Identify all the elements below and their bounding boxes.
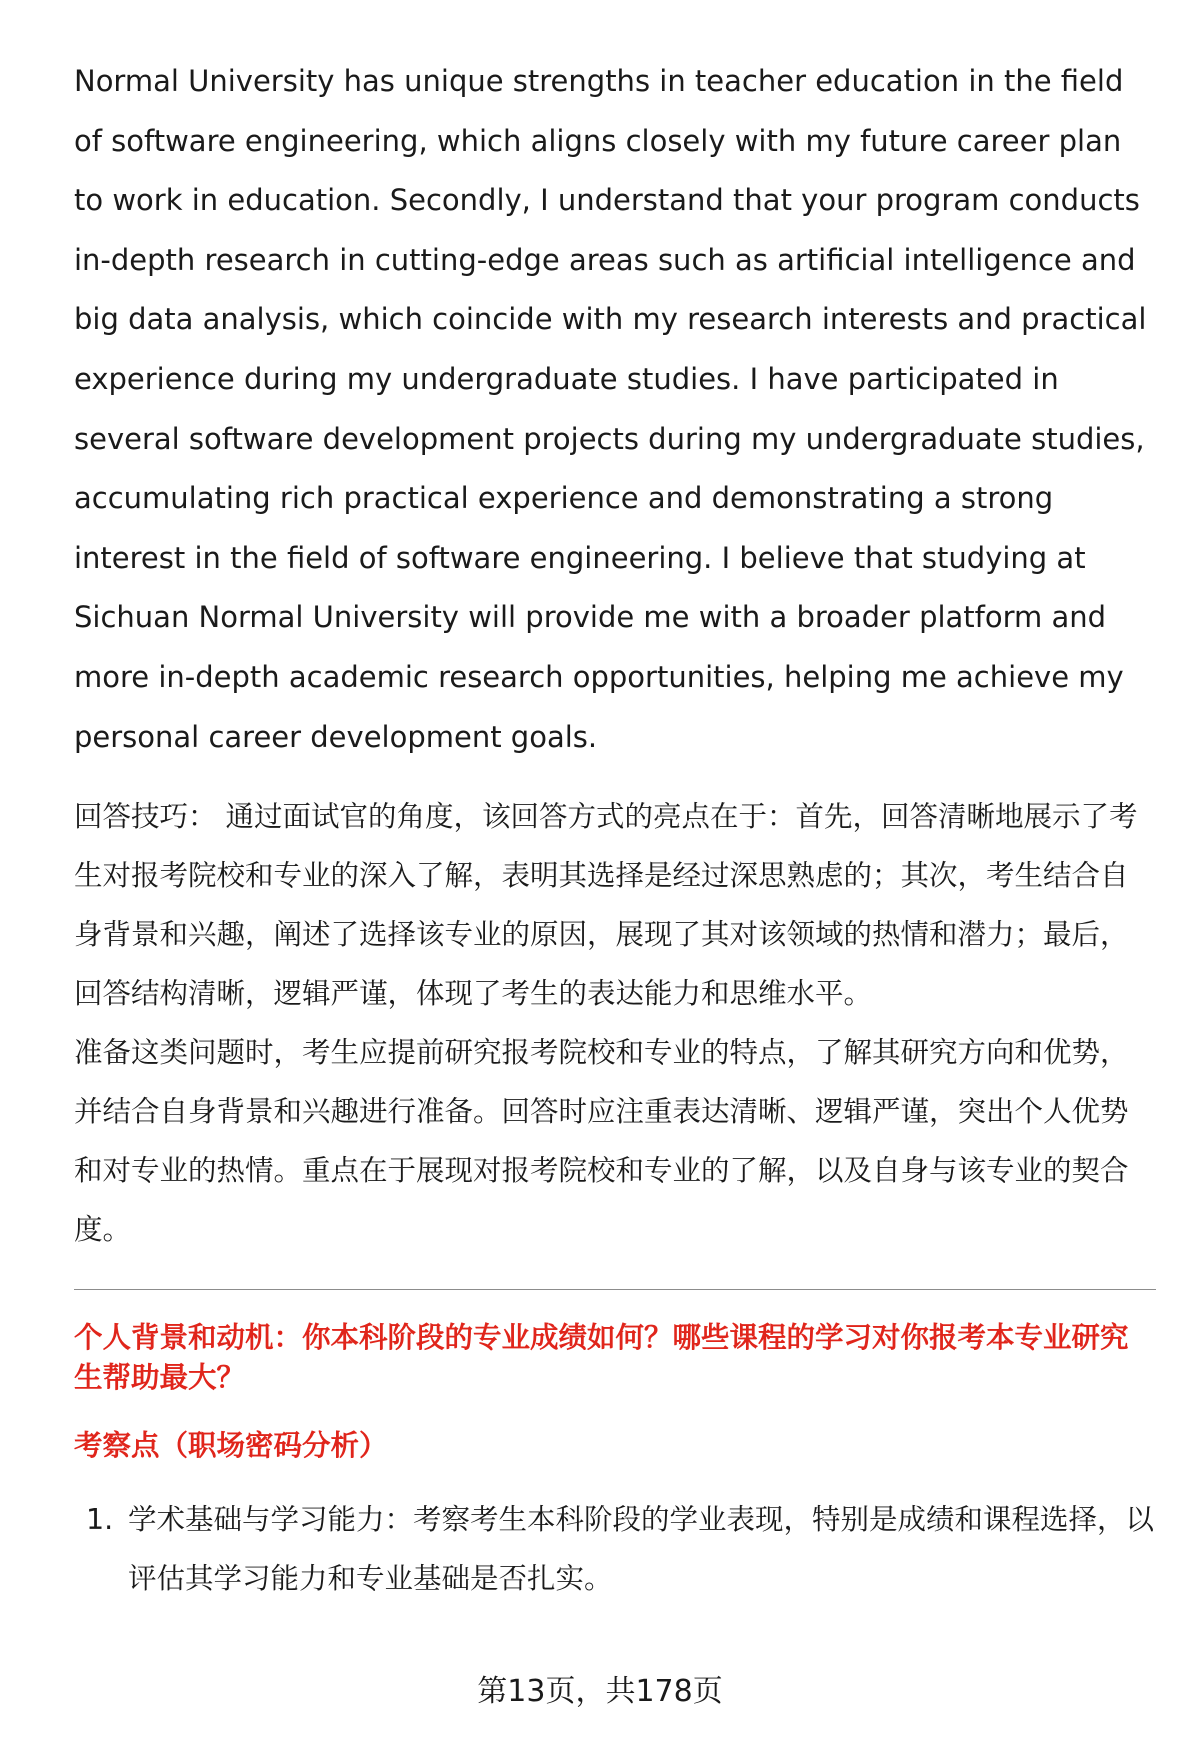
section-heading: 考察点（职场密码分析） (74, 1429, 388, 1463)
page-number: 第13页，共178页 (477, 1674, 723, 1709)
section-divider (74, 1289, 1156, 1290)
answer-paragraph: Normal University has unique strengths in teacher education in the field of software engineering, which aligns closely with my future career plan to work in education. Secondly, I understand that your program conducts in-depth research in cutting-edge areas such as artificial intelligence and big data analysis, which coincide with my research interests and practical experience during my undergraduate studies. I have participated in several software development projects during my undergraduate studies, accumulating rich practical experience and demonstrating a strong interest in the field of software engineering. I believe that studying at Sichuan Normal University will provide me with a broader platform and more in-depth academic research opportunities, helping me achieve my personal career development goals. (74, 64, 1147, 754)
tips-paragraph-1: 回答技巧： 通过面试官的角度，该回答方式的亮点在于：首先，回答清晰地展示了考生对报考院校和专业的深入了解，表明其选择是经过深思熟虑的；其次，考生结合自身背景和兴趣，阐述了选择该专业的原因，展现了其对该领域的热情和潜力；最后，回答结构清晰，逻辑严谨，体现了考生的表达能力和思维水平。 (74, 800, 1138, 1011)
list-item-text: 学术基础与学习能力：考察考生本科阶段的学业表现，特别是成绩和课程选择，以评估其学习能力和专业基础是否扎实。 (128, 1503, 1155, 1596)
list-item (74, 1490, 1156, 1608)
document-page (74, 52, 1156, 1608)
question-heading: 个人背景和动机：你本科阶段的专业成绩如何？哪些课程的学习对你报考本专业研究生帮助最大？ (74, 1321, 1129, 1395)
tips-paragraph-2: 准备这类问题时，考生应提前研究报考院校和专业的特点，了解其研究方向和优势，并结合自身背景和兴趣进行准备。回答时应注重表达清晰、逻辑严谨，突出个人优势和对专业的热情。重点在于展现对报考院校和专业的了解，以及自身与该专业的契合度。 (74, 1036, 1129, 1247)
list-item-number: 1. (86, 1503, 114, 1537)
points-list (74, 1490, 1156, 1608)
answer-tips (74, 787, 1156, 1259)
